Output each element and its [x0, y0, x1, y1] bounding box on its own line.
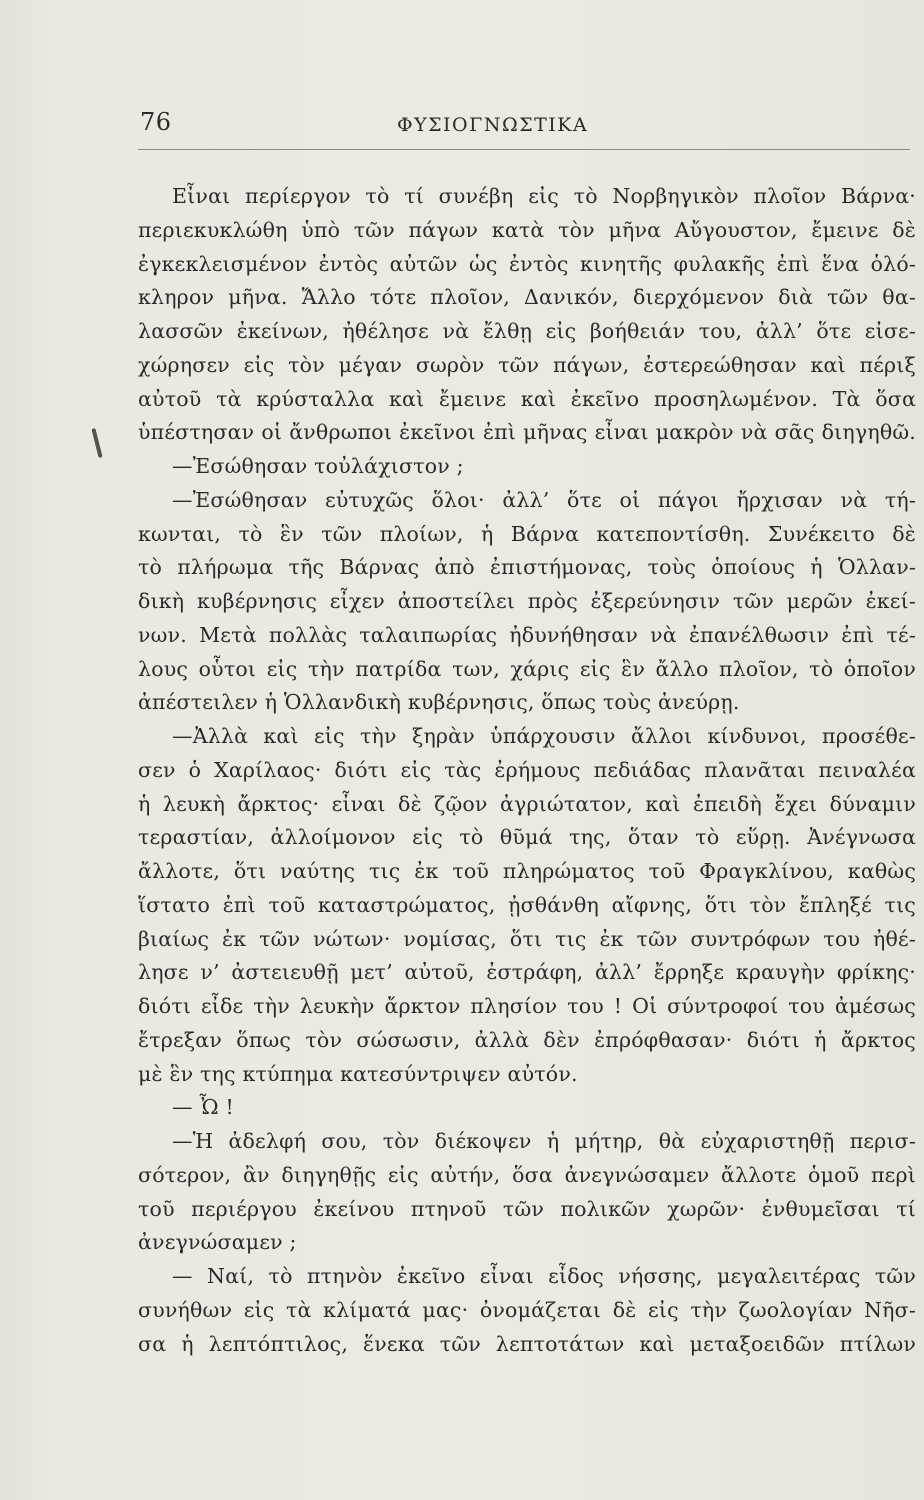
text-line: —Ἐσώθησαν εὐτυχῶς ὅλοι· ἀλλ’ ὅτε οἱ πάγοι ἤρχισαν νὰ τή- [172, 487, 916, 512]
text-line: ἀνεγνώσαμεν ; [138, 1230, 297, 1255]
text-line: περιεκυκλώθη ὑπὸ τῶν πάγων κατὰ τὸν μῆνα Αὔγουστον, ἔμεινε δὲ [138, 217, 916, 242]
text-line: ἡ λευκὴ ἄρκτος· εἶναι δὲ ζῷον ἀγριώτατον, καὶ ἐπειδὴ ἔχει δύναμιν [138, 791, 916, 816]
text-line: σεν ὁ Χαρίλαος· διότι εἰς τὰς ἐρήμους πεδιάδας πλανᾶται πειναλέα [138, 757, 916, 782]
header-rule [138, 149, 910, 150]
text-line: —Ἡ ἀδελφή σου, τὸν διέκοψεν ἡ μήτηρ, θὰ εὐχαριστηθῇ περισ- [172, 1129, 916, 1153]
text-line: ἄλλοτε, ὅτι ναύτης τις ἐκ τοῦ πληρώματος τοῦ Φραγκλίνου, καθὼς [138, 859, 916, 883]
text-line: χώρησεν εἰς τὸν μέγαν σωρὸν τῶν πάγων, ἐστερεώθησαν καὶ πέριξ [138, 352, 916, 377]
text-line: ἵστατο ἐπὶ τοῦ καταστρώματος, ᾐσθάνθη αἴφνης, ὅτι τὸν ἔπληξέ τις [138, 892, 916, 917]
text-line: κωνται, τὸ ἓν τῶν πλοίων, ἡ Βάρνα κατεποντίσθη. Συνέκειτο δὲ [138, 521, 916, 546]
running-title: ΦΥΣΙΟΓΝΩΣΤΙΚΑ [397, 114, 589, 136]
text-line: λασσῶν ἐκείνων, ἠθέλησε νὰ ἔλθῃ εἰς βοήθειάν του, ἀλλ’ ὅτε εἰσε- [138, 319, 916, 343]
text-line: αὐτοῦ τὰ κρύσταλλα καὶ ἔμεινε καὶ ἐκεῖνο προσηλωμένον. Τὰ ὅσα [138, 386, 916, 411]
text-line: δικὴ κυβέρνησις εἶχεν ἀποστείλει πρὸς ἐξερεύνησιν τῶν μερῶν ἐκεί- [138, 589, 916, 613]
text-line: λους οὗτοι εἰς τὴν πατρίδα των, χάρις εἰς ἓν ἄλλο πλοῖον, τὸ ὁποῖον [138, 656, 916, 681]
text-line: — Ναί, τὸ πτηνὸν ἐκεῖνο εἶναι εἶδος νήσσης, μεγαλειτέρας τῶν [172, 1264, 916, 1288]
text-line: ὑπέστησαν οἱ ἄνθρωποι ἐκεῖνοι ἐπὶ μῆνας εἶναι μακρὸν νὰ σᾶς διηγηθῶ. [138, 420, 916, 445]
page-header [140, 108, 920, 148]
text-line: ἀπέστειλεν ἡ Ὁλλανδικὴ κυβέρνησις, ὅπως τοὺς ἀνεύρῃ. [138, 690, 740, 715]
text-line: κληρον μῆνα. Ἄλλο τότε πλοῖον, Δανικόν, διερχόμενον διὰ τῶν θα- [138, 285, 916, 310]
text-line: ἐγκεκλεισμένον ἐντὸς αὐτῶν ὡς ἐντὸς κινητῆς φυλακῆς ἐπὶ ἕνα ὁλό- [138, 251, 916, 276]
text-line: Εἶναι περίεργον τὸ τί συνέβη εἰς τὸ Νορβηγικὸν πλοῖον Βάρνα· [172, 184, 916, 208]
text-line: τὸ πλήρωμα τῆς Βάρνας ἀπὸ ἐπιστήμονας, τοὺς ὁποίους ἡ Ὁλλαν- [138, 555, 916, 580]
text-line: —Ἀλλὰ καὶ εἰς τὴν ξηρὰν ὑπάρχουσιν ἄλλοι κίνδυνοι, προσέθε- [172, 724, 916, 748]
text-line: βιαίως ἐκ τῶν νώτων· νομίσας, ὅτι τις ἐκ τῶν συντρόφων του ἠθέ- [138, 926, 916, 951]
text-line: συνήθων εἰς τὰ κλίματά μας· ὀνομάζεται δὲ εἰς τὴν ζωολογίαν Νῆσ- [138, 1297, 916, 1322]
margin-pencil-mark [91, 428, 102, 458]
page-number: 76 [140, 108, 172, 136]
text-line: διότι εἶδε τὴν λευκὴν ἄρκτον πλησίον του ! Οἱ σύντροφοί του ἀμέσως [138, 994, 916, 1018]
text-line: τοῦ περιέργου ἐκείνου πτηνοῦ τῶν πολικῶν χωρῶν· ἐνθυμεῖσαι τί [138, 1196, 916, 1221]
text-line: σα ἡ λεπτόπτιλος, ἕνεκα τῶν λεπτοτάτων καὶ μεταξοειδῶν πτίλων [138, 1331, 916, 1356]
text-line: — Ὦ ! [172, 1095, 234, 1120]
text-line: λησε ν’ ἀστειευθῇ μετ’ αὐτοῦ, ἐστράφη, ἀλλ’ ἔρρηξε κραυγὴν φρίκης· [138, 960, 916, 985]
text-line: ἔτρεξαν ὅπως τὸν σώσωσιν, ἀλλὰ δὲν ἐπρόφθασαν· διότι ἡ ἄρκτος [138, 1027, 916, 1052]
text-line: —Ἐσώθησαν τοὐλάχιστον ; [172, 454, 464, 478]
body-text [138, 180, 916, 1361]
text-line: νων. Μετὰ πολλὰς ταλαιπωρίας ἠδυνήθησαν νὰ ἐπανέλθωσιν ἐπὶ τέ- [138, 622, 916, 647]
text-line: σότερον, ἂν διηγηθῇς εἰς αὐτήν, ὅσα ἀνεγνώσαμεν ἄλλοτε ὁμοῦ περὶ [138, 1162, 916, 1187]
text-line: τεραστίαν, ἀλλοίμονον εἰς τὸ θῦμά της, ὅταν τὸ εὕρῃ. Ἀνέγνωσα [138, 825, 916, 850]
text-line: μὲ ἓν της κτύπημα κατεσύντριψεν αὐτόν. [138, 1061, 578, 1086]
